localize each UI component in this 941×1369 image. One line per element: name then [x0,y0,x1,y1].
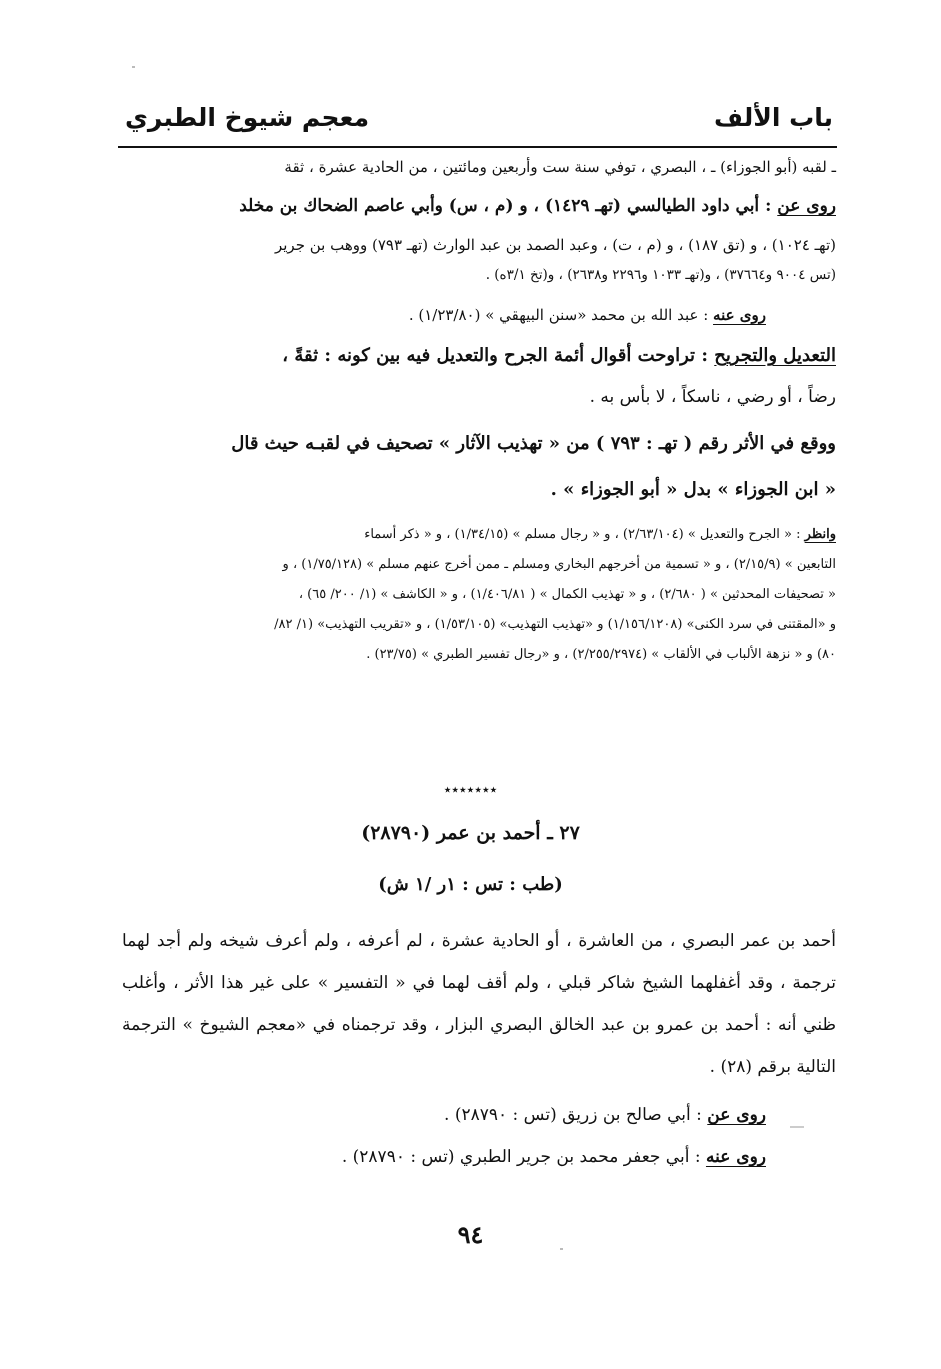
scan-speck [132,66,135,68]
narrated-from-paragraph [122,188,836,224]
grading-text: : تراوحت أقوال أئمة الجرح والتعديل فيه بين كونه : ثقةً ، [282,345,715,366]
narrated-from-label: روى عن [777,196,836,216]
narrated-from-continuation: (تهـ ١٠٢٤) ، و (تق ١٨٧) ، و (م ، ت) ، وعبد الصمد بن عبد الوارث (تهـ ٧٩٣) ووهب بن جرير [274,236,836,254]
references-line: التابعين » (٢/١٥/٩) ، و « تسمية من أخرجهم البخاري ومسلم ـ ممن أخرج عنهم مسلم » (١/٧٥/١٢٨) ، و [282,557,836,572]
references-text: : « الجرح والتعديل » (٢/٦٣/١٠٤) ، و « رجال مسلم » (١/٣٤/١٥) ، و « ذكر أسماء [364,527,805,542]
entry-27-title: ٢٧ ـ أحمد بن عمر (٢٨٧٩٠) [361,822,580,844]
narrators-paragraph [122,1136,836,1178]
entry-26-continuation [122,152,836,670]
header-rule [118,146,837,148]
running-header [125,92,833,142]
entry-line: ـ لقبه (أبو الجوزاء) ـ ، البصري ، توفي سنة ست وأربعين ومائتين ، من الحادية عشرة ، ثقة [284,158,836,176]
grading-label: التعديل والتجريح [714,345,836,366]
book-title: معجم شيوخ الطبري [125,102,370,132]
grading-paragraph [122,336,836,376]
narrated-from-text: : أبي داود الطيالسي (تهـ ١٤٢٩) ، و (م ، س) وأبي عاصم الضحاك بن مخلد [239,196,778,216]
entry-27-body [122,920,836,1178]
references-paragraph [122,520,836,550]
narrated-from-text: : أبي صالح بن زريق (تس : ٢٨٧٩٠) . [444,1105,708,1125]
references-line: و «المقتنى في سرد الكنى» (١/١٥٦/١٢٠٨) و «تهذيب التهذيب» (١/٥٣/١٠٥) ، و «تقريب التهذيب» (١/ ٨٢/ [274,617,836,632]
grading-continuation: رضاً ، أو رضي ، ناسكاً ، لا بأس به . [589,387,836,407]
narrators-paragraph [122,300,836,330]
biography-paragraph: أحمد بن عمر البصري ، من العاشرة ، أو الحادية عشرة ، لم أعرفه ، ولم أعرف شيخه ولم أجد لهما ترجمة ، وقد أغفلهما الشيخ شاكر قبلي ، ولم أقف لهما في « التفسير » على غير هذا الأثر ، وأغلب ظني أنه : أحمد بن عمرو بن عبد الخالق البصري البزار ، وقد ترجمناه في «معجم الشيوخ » الترجمة التالية برقم (٢٨) . [122,931,836,1077]
narrators-label: روى عنه [713,306,766,324]
scan-speck [560,1248,563,1250]
entry-27-sigla: (طب : تس : ١ر /١ ش) [378,874,563,895]
narrators-label: روى عنه [705,1147,766,1167]
page-number: ٩٤ [457,1220,484,1249]
narrated-from-paragraph [122,1094,836,1136]
note-line: ووقع في الأثر رقم ( تهـ : ٧٩٣ ) من « تهذيب الآثار » تصحيف في لقبـه حيث قال [231,433,836,454]
references-line: « تصحيفات المحدثين » ( ٢/٦٨٠) ، و « تهذيب الكمال » ( ١/٤٠٦/٨١) ، و « الكاشف » (١/ ٢٠٠/ ٦٥) ، [298,587,836,602]
note-line: « ابن الجوزاء » بدل « أبو الجوزاء » . [550,479,836,500]
narrators-text: : أبي جعفر محمد بن جرير الطبري (تس : ٢٨٧٩٠) . [341,1147,706,1167]
section-title: باب الألف [714,102,833,132]
narrated-from-label: روى عن [707,1105,766,1125]
scan-speck [790,1126,804,1128]
references-label: وانظر [804,527,836,542]
references-line: ٨٠) و « نزهة الألباب في الألقاب » (٢/٢٥٥/٢٩٧٤) ، و «رجال تفسير الطبري » (٢٣/٧٥) . [366,647,836,662]
narrated-from-continuation: (تس ٩٠٠٤ و٣٧٦٦٤) ، و(تهـ ١٠٣٣ و٢٢٩٦ و٢٦٣٨) ، و(تخ ٣/١ه) . [485,267,836,283]
narrators-text: : عبد الله بن محمد «سنن البيهقي » (١/٢٣/٨٠) . [408,306,714,324]
section-separator: ٭٭٭٭٭٭٭ [443,782,498,798]
